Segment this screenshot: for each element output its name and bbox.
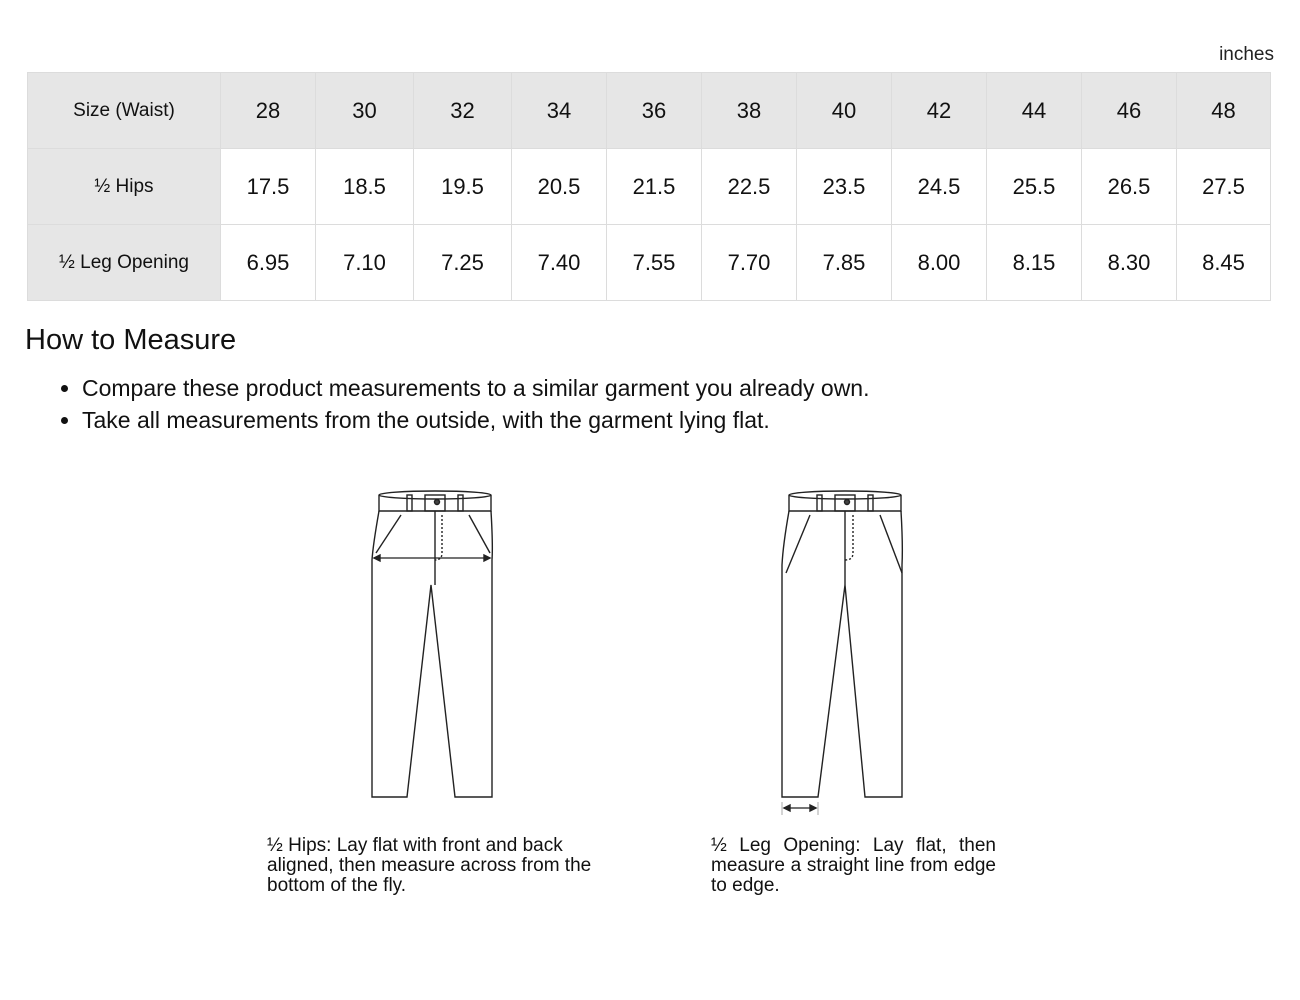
- table-cell: 7.85: [797, 225, 892, 301]
- table-cell: 24.5: [892, 149, 987, 225]
- table-cell: 8.45: [1177, 225, 1271, 301]
- table-cell: 7.25: [414, 225, 512, 301]
- table-cell: 22.5: [702, 149, 797, 225]
- table-cell: 38: [702, 73, 797, 149]
- table-cell: 46: [1082, 73, 1177, 149]
- table-cell: 26.5: [1082, 149, 1177, 225]
- table-cell: 27.5: [1177, 149, 1271, 225]
- table-row-hips: [28, 149, 1271, 225]
- table-cell: 8.15: [987, 225, 1082, 301]
- table-cell: 42: [892, 73, 987, 149]
- table-cell: 8.30: [1082, 225, 1177, 301]
- table-cell: 17.5: [221, 149, 316, 225]
- table-cell: 25.5: [987, 149, 1082, 225]
- table-cell: 44: [987, 73, 1082, 149]
- table-cell: 7.70: [702, 225, 797, 301]
- leg-opening-caption: ½ Leg Opening: Lay flat, then measure a straight line from edge to edge.: [711, 835, 996, 896]
- table-cell: 7.55: [607, 225, 702, 301]
- table-cell: 8.00: [892, 225, 987, 301]
- hips-caption: ½ Hips: Lay flat with front and back aligned, then measure across from the bottom of the fly.: [267, 835, 592, 896]
- table-cell: 40: [797, 73, 892, 149]
- section-title: How to Measure: [25, 324, 237, 356]
- table-row-size: [28, 73, 1271, 149]
- table-cell: 23.5: [797, 149, 892, 225]
- pants-hips-measure-icon: [360, 485, 510, 805]
- table-cell: 32: [414, 73, 512, 149]
- table-cell: 7.40: [512, 225, 607, 301]
- table-cell: 7.10: [316, 225, 414, 301]
- table-cell: 48: [1177, 73, 1271, 149]
- row-label: Size (Waist): [28, 73, 221, 149]
- table-cell: 28: [221, 73, 316, 149]
- table-cell: 30: [316, 73, 414, 149]
- table-cell: 34: [512, 73, 607, 149]
- table-cell: 36: [607, 73, 702, 149]
- tips-list: [50, 372, 869, 436]
- row-label: ½ Leg Opening: [28, 225, 221, 301]
- pants-leg-opening-measure-icon: [770, 485, 920, 820]
- size-chart-table: [27, 72, 1271, 301]
- list-item: • Compare these product measurements to a similar garment you already own.: [82, 372, 869, 404]
- table-cell: 21.5: [607, 149, 702, 225]
- table-row-leg-opening: [28, 225, 1271, 301]
- table-cell: 18.5: [316, 149, 414, 225]
- list-item: • Take all measurements from the outside, with the garment lying flat.: [82, 404, 869, 436]
- table-cell: 6.95: [221, 225, 316, 301]
- units-label: inches: [1219, 44, 1274, 65]
- table-cell: 19.5: [414, 149, 512, 225]
- row-label: ½ Hips: [28, 149, 221, 225]
- table-cell: 20.5: [512, 149, 607, 225]
